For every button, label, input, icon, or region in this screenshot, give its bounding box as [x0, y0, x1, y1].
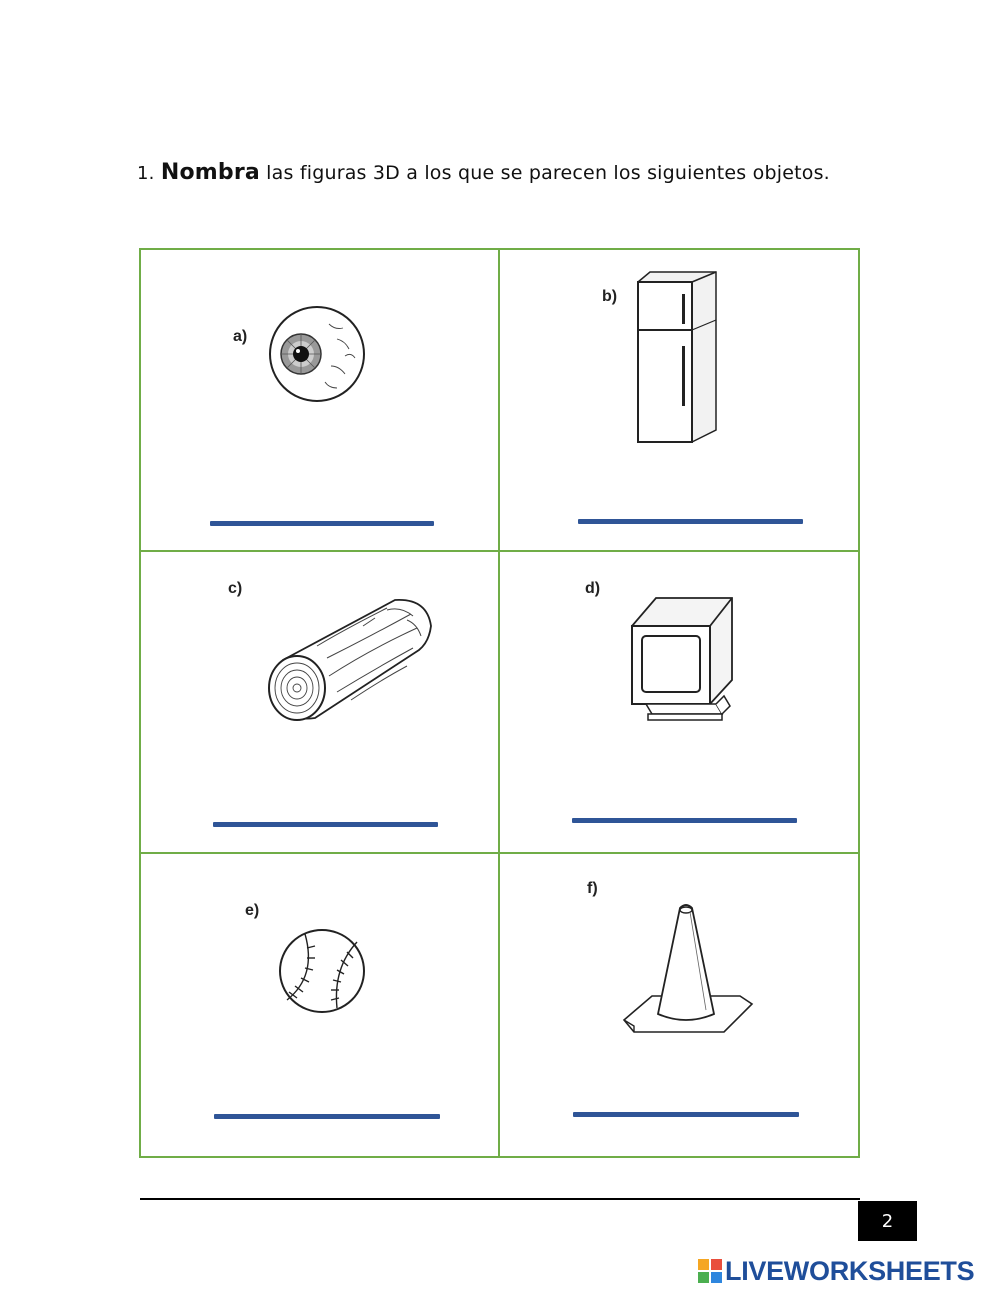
baseball-icon [277, 928, 367, 1014]
item-cell-e [141, 854, 500, 1156]
item-label-c: c) [228, 580, 243, 597]
traffic-cone-icon [622, 902, 754, 1034]
page-number-box [858, 1201, 917, 1241]
item-label-a: a) [233, 328, 248, 345]
answer-line-a[interactable] [210, 521, 434, 526]
answer-line-e[interactable] [214, 1114, 440, 1119]
answer-line-d[interactable] [572, 818, 797, 823]
brand-name: LIVEWORKSHEETS [725, 1255, 975, 1286]
item-cell-d [500, 552, 858, 854]
item-label-f: f) [587, 880, 598, 897]
page-number: 2 [881, 1210, 894, 1232]
item-label-b: b) [602, 288, 618, 305]
item-label-e: e) [245, 902, 260, 919]
item-cell-b [500, 250, 858, 552]
refrigerator-icon [636, 270, 720, 445]
instruction-rest: las figuras 3D a los que se parecen los siguientes objetos. [259, 162, 830, 184]
eyeball-icon [267, 304, 367, 404]
objects-grid [139, 248, 860, 1158]
question-number: 1. [137, 163, 155, 184]
liveworksheets-blocks-icon [697, 1258, 723, 1284]
instruction-text [137, 160, 897, 185]
item-cell-c [141, 552, 500, 854]
answer-line-f[interactable] [573, 1112, 799, 1117]
footer-rule [140, 1198, 860, 1200]
answer-line-c[interactable] [213, 822, 438, 827]
computer-monitor-icon [626, 596, 738, 724]
log-icon [267, 596, 435, 724]
item-cell-f [500, 854, 858, 1156]
instruction-bold-word: Nombra [160, 160, 260, 185]
item-label-d: d) [585, 580, 601, 597]
item-cell-a [141, 250, 500, 552]
liveworksheets-logo [697, 1255, 974, 1287]
answer-line-b[interactable] [578, 519, 803, 524]
